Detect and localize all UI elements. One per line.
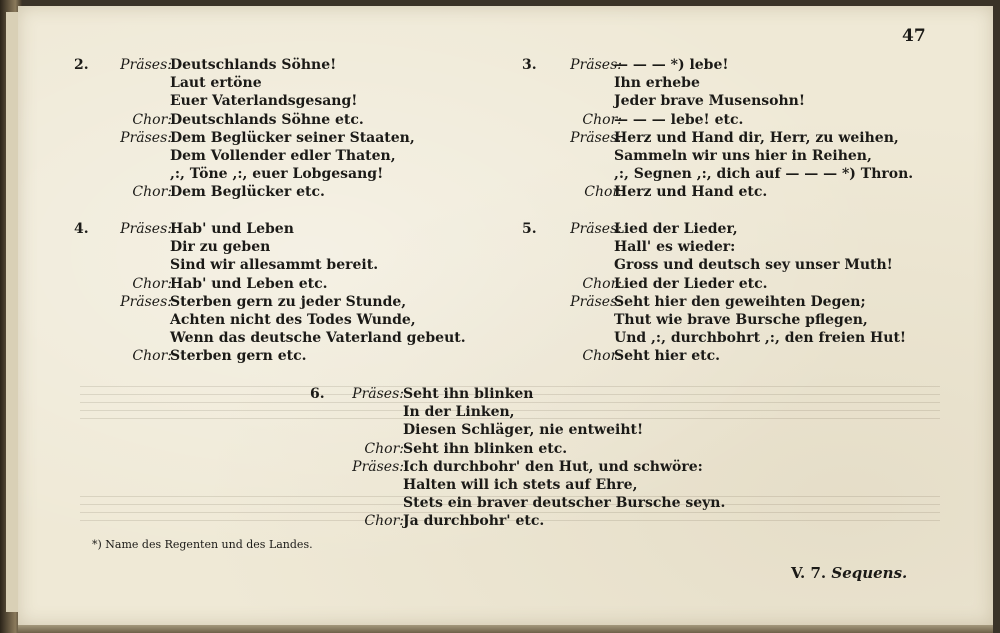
speaker-label: Präses: <box>120 221 172 237</box>
verse-number: 4. <box>74 221 89 237</box>
verse-text: Diesen Schläger, nie entweiht! <box>403 422 644 439</box>
speaker-label: Präses: <box>570 221 622 237</box>
verse-text: Dem Vollender edler Thaten, <box>170 147 396 164</box>
speaker-label: Präses: <box>120 129 172 146</box>
speaker-label: Chor: <box>364 440 404 457</box>
speaker-label: Präses: <box>120 293 172 310</box>
verse-text: ,:, Töne ,:, euer Lobgesang! <box>170 166 384 183</box>
verse-text: Laut ertöne <box>170 75 262 92</box>
speaker-label: Chor. <box>584 184 622 201</box>
speaker-label: Chor: <box>582 111 622 128</box>
verse-text: Thut wie brave Bursche pflegen, <box>614 311 868 328</box>
verse-text: Ich durchbohr' den Hut, und schwöre: <box>403 458 703 475</box>
verse-text: Wenn das deutsche Vaterland gebeut. <box>170 330 466 347</box>
verse-text: Lied der Lieder etc. <box>614 275 768 292</box>
verse-text: Seht hier den geweihten Degen; <box>614 293 866 310</box>
verse-text: Dir zu geben <box>170 239 271 256</box>
verse-text: — — — lebe! etc. <box>614 111 744 128</box>
sequens-label: Sequens. <box>831 564 908 582</box>
footnote: *) Name des Regenten und des Landes. <box>92 538 313 551</box>
verse-text: Sterben gern etc. <box>170 348 307 365</box>
verse-text: Stets ein braver deutscher Bursche seyn. <box>403 495 726 512</box>
speaker-label: Präses: <box>570 293 622 310</box>
verse-number: 3. <box>522 57 537 73</box>
verse-text: Jeder brave Musensohn! <box>614 93 805 110</box>
verse-text: Ihn erhebe <box>614 75 700 92</box>
speaker-label: Chor: <box>132 111 172 128</box>
speaker-label: Präses: <box>570 57 622 73</box>
verse-text: Dem Beglücker seiner Staaten, <box>170 129 415 146</box>
verse-text: Sterben gern zu jeder Stunde, <box>170 293 407 310</box>
verse-text: Seht ihn blinken <box>403 386 534 402</box>
verse-text: Halten will ich stets auf Ehre, <box>403 476 638 493</box>
verse-text: Hab' und Leben <box>170 221 294 237</box>
speaker-label: Präses: <box>120 57 172 73</box>
verse-text: Sind wir allesammt bereit. <box>170 257 379 274</box>
sequens-note <box>791 564 907 582</box>
verse-text: Deutschlands Söhne etc. <box>170 111 364 128</box>
speaker-label: Chor: <box>582 348 622 365</box>
verse-text: Sammeln wir uns hier in Reihen, <box>614 147 872 164</box>
speaker-label: Chor: <box>132 184 172 201</box>
speaker-label: Präses: <box>352 386 404 402</box>
verse-text: Herz und Hand etc. <box>614 184 768 201</box>
verse-text: — — — *) lebe! <box>614 57 729 73</box>
sequens-prefix: V. 7. <box>791 564 827 582</box>
verse-text: Achten nicht des Todes Wunde, <box>170 311 416 328</box>
verse-text: Herz und Hand dir, Herr, zu weihen, <box>614 129 899 146</box>
verse-text: Lied der Lieder, <box>614 221 738 237</box>
speaker-label: Präses: <box>352 458 404 475</box>
verse-text: Ja durchbohr' etc. <box>403 513 545 530</box>
verse-text: In der Linken, <box>403 404 515 421</box>
speaker-label: Chor: <box>582 275 622 292</box>
verse-text: ,:, Segnen ,:, dich auf — — — *) Thron. <box>614 166 914 183</box>
verse-number: 6. <box>310 386 325 402</box>
verse-number: 5. <box>522 221 537 237</box>
verse-text: Hall' es wieder: <box>614 239 736 256</box>
verse-text: Seht hier etc. <box>614 348 720 365</box>
verse-text: Euer Vaterlandsgesang! <box>170 93 358 110</box>
speaker-label: Präses: <box>570 129 622 146</box>
verse-text: Und ,:, durchbohrt ,:, den freien Hut! <box>614 330 907 347</box>
speaker-label: Chor: <box>132 348 172 365</box>
page-number: 47 <box>902 26 926 46</box>
speaker-label: Chor: <box>364 513 404 530</box>
speaker-label: Chor: <box>132 275 172 292</box>
verse-text: Dem Beglücker etc. <box>170 184 325 201</box>
verse-text: Deutschlands Söhne! <box>170 57 337 73</box>
verse-text: Hab' und Leben etc. <box>170 275 328 292</box>
verse-text: Gross und deutsch sey unser Muth! <box>614 257 893 274</box>
verse-number: 2. <box>74 57 89 73</box>
verse-text: Seht ihn blinken etc. <box>403 440 568 457</box>
